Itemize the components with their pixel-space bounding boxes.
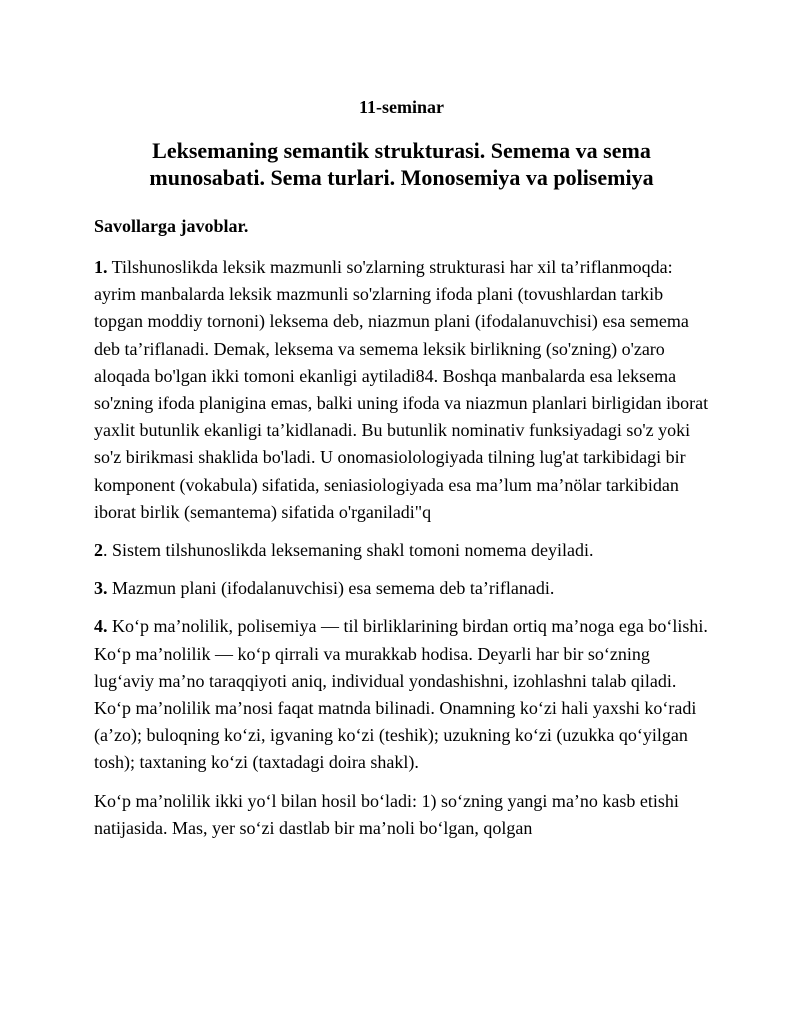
answer-paragraph-3 [94, 575, 709, 602]
answer-number: 1. [94, 257, 108, 277]
answer-text: Ko‘p ma’nolilik, polisemiya — til birliklarining birdan ortiq ma’noga ega bo‘lishi. Ko‘p ma’nolilik — ko‘p qirrali va murakkab hodisa. Deyarli har bir so‘zning lug‘aviy ma’no taraqqiyoti aniq, individual yondashishni, izohlashni talab qiladi. Ko‘p ma’nolilik ma’nosi faqat matnda bilinadi. Onamning ko‘zi hali yaxshi ko‘radi (a’zo); buloqning ko‘zi, igvaning ko‘zi (teshik); uzukning ko‘zi (uzukka qo‘yilgan tosh); taxtaning ko‘zi (taxtadagi doira shakl). [94, 616, 708, 773]
seminar-label: 11-seminar [359, 97, 444, 117]
answer-text: Ko‘p ma’nolilik ikki yo‘l bilan hosil bo‘ladi: 1) so‘zning yangi ma’no kasb etishi natijasida. Mas, yer so‘zi dastlab bir ma’noli bo‘lgan, qolgan [94, 790, 679, 838]
answer-paragraph-4 [94, 613, 709, 776]
answer-paragraph-2 [94, 537, 709, 564]
answer-text: Tilshunoslikda leksik mazmunli so'zlarning strukturasi har xil ta’riflanmoqda: ayrim manbalarda leksik mazmunli so'zlarning ifoda plani (tovushlardan tarkib topgan moddiy tornoni) leksema deb, niazmun plani (ifodalanuvchisi) esa semema deb ta’riflanadi. Demak, leksema va semema leksik birlikning (so'zning) o'zaro aloqada bo'lgan ikki tomoni ekanligi aytiladi84. Boshqa manbalarda esa leksema so'zning ifoda planigina emas, balki uning ifoda va niazmun planlari birligidan iborat yaxlit butunlik ekanligi ta’kidlanadi. Bu butunlik nominativ funksiyadagi so'z yoki so'z birikmasi shaklida bo'ladi. U onomasiolologiyada tilning lug'at tarkibidagi bir komponent (vokabula) sifatida, seniasiologiyada esa ma’lum ma’nölar tarkibidan iborat birlik (semantema) sifatida o'rganiladi"q [94, 257, 709, 522]
answer-paragraph-5 [94, 788, 709, 842]
section-heading: Savollarga javoblar. [94, 216, 249, 236]
answer-text: . Sistem tilshunoslikda leksemaning shakl tomoni nomema deyiladi. [103, 540, 594, 561]
answer-text: Mazmun plani (ifodalanuvchisi) esa semema deb ta’riflanadi. [107, 578, 555, 599]
document-title-line-2: munosabati. Sema turlari. Monosemiya va polisemiya [149, 165, 654, 190]
answer-number: 3. [94, 578, 108, 599]
document-title-line-1: Leksemaning semantik strukturasi. Semema va sema [152, 138, 651, 163]
answer-number: 4. [94, 616, 108, 637]
answer-paragraph-1 [94, 254, 709, 526]
answers-body [94, 254, 709, 853]
document-title [94, 137, 709, 191]
answer-number: 2 [94, 540, 103, 561]
